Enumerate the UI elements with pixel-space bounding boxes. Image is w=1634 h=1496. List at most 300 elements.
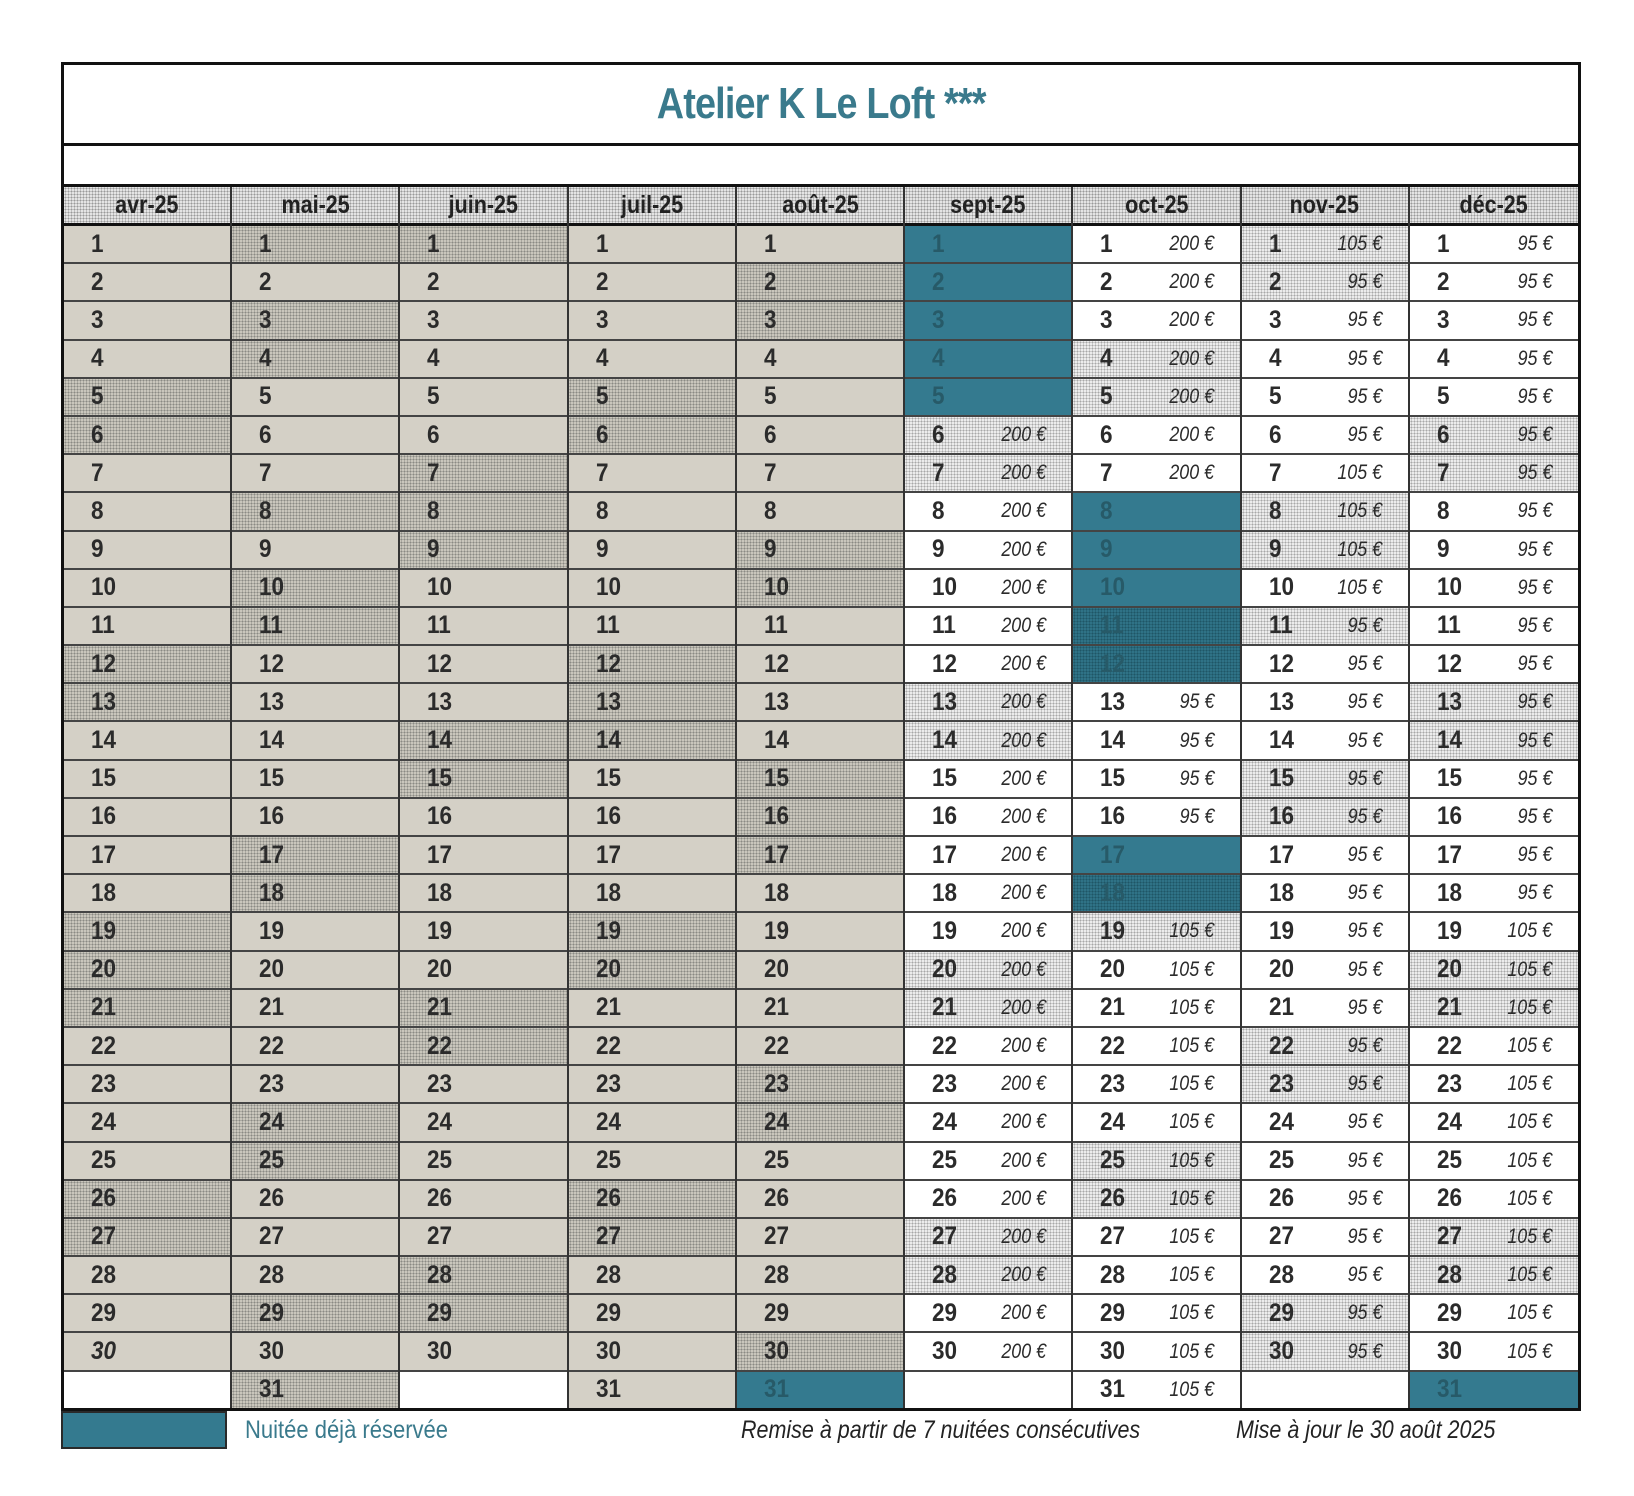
day-cell[interactable] [1073, 1219, 1239, 1257]
day-cell[interactable] [1073, 264, 1239, 302]
day-cell[interactable] [905, 493, 1071, 531]
day-cell[interactable] [400, 913, 566, 951]
day-cell[interactable] [905, 952, 1071, 990]
day-cell[interactable] [905, 799, 1071, 837]
night-price: 95 € [1347, 1148, 1383, 1172]
day-cell[interactable] [64, 1333, 230, 1371]
day-cell[interactable] [400, 264, 566, 302]
day-cell[interactable] [64, 1181, 230, 1219]
day-cell[interactable] [569, 875, 735, 913]
day-cell[interactable] [1242, 1104, 1408, 1142]
day-cell[interactable] [232, 1257, 398, 1295]
day-cell[interactable] [1242, 608, 1408, 646]
day-cell[interactable] [400, 1257, 566, 1295]
day-cell[interactable] [1242, 837, 1408, 875]
day-cell[interactable] [64, 799, 230, 837]
day-cell[interactable] [232, 264, 398, 302]
day-cell[interactable] [400, 493, 566, 531]
day-cell[interactable] [64, 913, 230, 951]
day-cell[interactable] [905, 1104, 1071, 1142]
day-cell[interactable] [64, 1257, 230, 1295]
day-cell[interactable] [1073, 952, 1239, 990]
day-cell[interactable] [905, 837, 1071, 875]
day-cell[interactable] [1410, 837, 1578, 875]
day-cell[interactable] [232, 570, 398, 608]
day-cell[interactable] [232, 608, 398, 646]
day-cell[interactable] [64, 1143, 230, 1181]
day-cell-booked[interactable] [905, 341, 1071, 379]
day-cell[interactable] [1073, 455, 1239, 493]
day-cell[interactable] [569, 990, 735, 1028]
day-cell[interactable] [64, 455, 230, 493]
day-cell[interactable] [1073, 417, 1239, 455]
day-cell[interactable] [569, 799, 735, 837]
day-cell[interactable] [400, 608, 566, 646]
day-cell[interactable] [1073, 1066, 1239, 1104]
night-price: 95 € [1347, 1034, 1383, 1058]
day-cell[interactable] [232, 379, 398, 417]
day-cell[interactable] [569, 1372, 735, 1408]
day-cell[interactable] [737, 761, 903, 799]
day-cell[interactable] [64, 264, 230, 302]
day-cell[interactable] [905, 532, 1071, 570]
night-price: 105 € [1507, 1263, 1553, 1287]
day-cell[interactable] [1242, 799, 1408, 837]
day-cell[interactable] [1242, 1257, 1408, 1295]
day-cell[interactable] [737, 1181, 903, 1219]
day-cell[interactable] [400, 379, 566, 417]
day-number: 20 [427, 955, 453, 984]
day-cell-booked[interactable] [905, 226, 1071, 264]
day-cell[interactable] [400, 226, 566, 264]
day-cell[interactable] [905, 455, 1071, 493]
day-cell[interactable] [1410, 532, 1578, 570]
day-cell[interactable] [232, 1333, 398, 1371]
day-number: 28 [763, 1260, 789, 1289]
day-cell[interactable] [1410, 379, 1578, 417]
day-cell[interactable] [400, 1295, 566, 1333]
day-cell[interactable] [64, 493, 230, 531]
day-cell[interactable] [737, 1028, 903, 1066]
day-cell[interactable] [64, 417, 230, 455]
day-cell[interactable] [737, 1295, 903, 1333]
day-cell[interactable] [1073, 379, 1239, 417]
day-cell[interactable] [905, 1181, 1071, 1219]
day-cell[interactable] [1073, 722, 1239, 760]
day-cell[interactable] [400, 837, 566, 875]
day-cell[interactable] [569, 264, 735, 302]
day-cell[interactable] [1242, 1028, 1408, 1066]
day-cell[interactable] [1242, 493, 1408, 531]
day-cell[interactable] [1410, 646, 1578, 684]
day-cell[interactable] [64, 1028, 230, 1066]
day-cell[interactable] [905, 875, 1071, 913]
day-cell[interactable] [737, 264, 903, 302]
day-cell[interactable] [1242, 875, 1408, 913]
day-cell[interactable] [569, 1104, 735, 1142]
day-cell[interactable] [1073, 684, 1239, 722]
day-cell[interactable] [737, 875, 903, 913]
day-cell[interactable] [1073, 302, 1239, 340]
day-cell[interactable] [905, 1028, 1071, 1066]
day-cell[interactable] [1410, 1219, 1578, 1257]
day-cell[interactable] [569, 1295, 735, 1333]
day-cell[interactable] [1073, 1143, 1239, 1181]
day-cell[interactable] [64, 532, 230, 570]
day-cell[interactable] [64, 1295, 230, 1333]
day-cell[interactable] [1410, 570, 1578, 608]
day-cell[interactable] [1410, 1295, 1578, 1333]
day-cell[interactable] [905, 417, 1071, 455]
day-cell[interactable] [232, 1143, 398, 1181]
day-number: 17 [91, 840, 117, 869]
day-cell[interactable] [1073, 1104, 1239, 1142]
day-cell[interactable] [1410, 493, 1578, 531]
day-cell[interactable] [232, 1295, 398, 1333]
day-cell[interactable] [400, 1028, 566, 1066]
day-cell[interactable] [400, 570, 566, 608]
day-cell[interactable] [1242, 455, 1408, 493]
day-cell[interactable] [1073, 341, 1239, 379]
day-cell-booked[interactable] [1073, 493, 1239, 531]
day-cell[interactable] [569, 226, 735, 264]
day-cell[interactable] [232, 1372, 398, 1408]
day-cell[interactable] [737, 379, 903, 417]
day-cell[interactable] [905, 1257, 1071, 1295]
day-cell[interactable] [64, 761, 230, 799]
day-cell[interactable] [1073, 1181, 1239, 1219]
day-cell[interactable] [400, 722, 566, 760]
day-cell[interactable] [737, 493, 903, 531]
day-cell[interactable] [905, 1333, 1071, 1371]
day-cell[interactable] [1410, 1143, 1578, 1181]
day-cell[interactable] [400, 455, 566, 493]
day-cell[interactable] [232, 302, 398, 340]
day-cell[interactable] [64, 837, 230, 875]
day-cell[interactable] [1242, 1143, 1408, 1181]
day-cell[interactable] [1073, 1333, 1239, 1371]
day-cell[interactable] [737, 341, 903, 379]
day-cell[interactable] [569, 532, 735, 570]
day-cell[interactable] [1242, 722, 1408, 760]
day-number: 6 [595, 420, 609, 449]
day-cell[interactable] [1410, 455, 1578, 493]
day-cell[interactable] [1410, 341, 1578, 379]
day-cell[interactable] [737, 226, 903, 264]
day-cell[interactable] [737, 1333, 903, 1371]
day-cell[interactable] [400, 302, 566, 340]
day-cell[interactable] [1410, 722, 1578, 760]
night-price: 200 € [1001, 804, 1046, 828]
day-cell[interactable] [400, 532, 566, 570]
day-cell[interactable] [400, 1333, 566, 1371]
day-cell[interactable] [1073, 913, 1239, 951]
day-cell[interactable] [905, 646, 1071, 684]
day-cell[interactable] [1410, 990, 1578, 1028]
day-cell[interactable] [1073, 761, 1239, 799]
day-cell[interactable] [232, 913, 398, 951]
day-cell[interactable] [232, 341, 398, 379]
day-cell[interactable] [1410, 608, 1578, 646]
day-cell[interactable] [1242, 226, 1408, 264]
day-cell[interactable] [569, 913, 735, 951]
day-cell[interactable] [569, 1028, 735, 1066]
day-cell[interactable] [400, 875, 566, 913]
day-cell[interactable] [1242, 570, 1408, 608]
day-cell[interactable] [1073, 226, 1239, 264]
day-cell[interactable] [569, 1219, 735, 1257]
day-cell[interactable] [1073, 1372, 1239, 1408]
day-cell[interactable] [737, 952, 903, 990]
day-cell[interactable] [569, 1181, 735, 1219]
day-cell[interactable] [905, 722, 1071, 760]
day-cell[interactable] [905, 608, 1071, 646]
day-cell[interactable] [1242, 302, 1408, 340]
day-cell[interactable] [1242, 532, 1408, 570]
day-cell[interactable] [569, 684, 735, 722]
day-cell[interactable] [232, 952, 398, 990]
day-cell[interactable] [905, 1295, 1071, 1333]
day-cell[interactable] [1242, 1295, 1408, 1333]
night-price: 200 € [1001, 1110, 1046, 1134]
day-cell[interactable] [400, 1181, 566, 1219]
day-cell[interactable] [232, 875, 398, 913]
day-cell[interactable] [1242, 379, 1408, 417]
day-cell[interactable] [1242, 1219, 1408, 1257]
day-cell[interactable] [1410, 952, 1578, 990]
day-cell[interactable] [64, 226, 230, 264]
day-cell[interactable] [400, 990, 566, 1028]
day-cell[interactable] [569, 1257, 735, 1295]
day-cell[interactable] [1410, 1257, 1578, 1295]
day-cell[interactable] [737, 1066, 903, 1104]
day-number: 5 [91, 382, 104, 411]
day-cell[interactable] [1242, 1066, 1408, 1104]
day-cell[interactable] [400, 684, 566, 722]
day-cell[interactable] [737, 722, 903, 760]
day-cell[interactable] [905, 1066, 1071, 1104]
day-cell[interactable] [569, 1066, 735, 1104]
day-cell[interactable] [737, 1219, 903, 1257]
day-cell[interactable] [1410, 1104, 1578, 1142]
day-number: 9 [932, 535, 945, 564]
day-cell[interactable] [1073, 990, 1239, 1028]
day-cell[interactable] [569, 455, 735, 493]
day-cell[interactable] [1410, 1028, 1578, 1066]
day-cell[interactable] [569, 570, 735, 608]
day-cell[interactable] [1410, 684, 1578, 722]
day-cell-booked[interactable] [1073, 875, 1239, 913]
day-cell[interactable] [232, 1219, 398, 1257]
day-cell[interactable] [232, 493, 398, 531]
day-cell[interactable] [1073, 1257, 1239, 1295]
day-cell[interactable] [232, 646, 398, 684]
day-cell[interactable] [1242, 341, 1408, 379]
day-cell[interactable] [400, 1066, 566, 1104]
day-cell[interactable] [1242, 417, 1408, 455]
day-number: 30 [932, 1337, 958, 1366]
day-cell[interactable] [569, 646, 735, 684]
day-cell[interactable] [1242, 684, 1408, 722]
day-cell[interactable] [232, 226, 398, 264]
day-cell[interactable] [232, 1028, 398, 1066]
day-number: 21 [1436, 993, 1462, 1022]
day-cell[interactable] [569, 1333, 735, 1371]
day-cell[interactable] [232, 722, 398, 760]
day-cell-booked[interactable] [1073, 837, 1239, 875]
day-cell[interactable] [232, 455, 398, 493]
day-cell[interactable] [737, 1104, 903, 1142]
day-cell[interactable] [737, 837, 903, 875]
day-cell[interactable] [1410, 302, 1578, 340]
day-cell[interactable] [737, 913, 903, 951]
day-cell[interactable] [737, 302, 903, 340]
day-cell[interactable] [737, 455, 903, 493]
day-cell[interactable] [1242, 913, 1408, 951]
day-cell[interactable] [400, 1143, 566, 1181]
day-cell[interactable] [64, 608, 230, 646]
day-cell[interactable] [64, 379, 230, 417]
day-cell[interactable] [232, 1104, 398, 1142]
day-cell[interactable] [737, 608, 903, 646]
day-cell[interactable] [569, 837, 735, 875]
day-cell[interactable] [905, 990, 1071, 1028]
day-cell[interactable] [569, 341, 735, 379]
day-cell-booked[interactable] [1073, 570, 1239, 608]
day-cell[interactable] [1242, 264, 1408, 302]
day-cell[interactable] [737, 1143, 903, 1181]
day-number: 11 [932, 611, 956, 640]
day-cell[interactable] [1410, 799, 1578, 837]
day-cell[interactable] [400, 1104, 566, 1142]
day-cell[interactable] [569, 302, 735, 340]
day-cell[interactable] [905, 761, 1071, 799]
day-cell[interactable] [1410, 264, 1578, 302]
day-cell[interactable] [905, 1143, 1071, 1181]
day-cell-booked[interactable] [905, 302, 1071, 340]
day-cell[interactable] [737, 570, 903, 608]
night-price: 95 € [1347, 843, 1383, 867]
night-price: 200 € [1001, 499, 1046, 523]
day-cell-booked[interactable] [1073, 646, 1239, 684]
day-cell[interactable] [400, 417, 566, 455]
day-cell[interactable] [64, 570, 230, 608]
day-cell-booked[interactable] [737, 1372, 903, 1408]
day-cell[interactable] [569, 722, 735, 760]
day-cell-booked[interactable] [905, 264, 1071, 302]
day-number: 30 [1100, 1337, 1126, 1366]
day-cell[interactable] [64, 875, 230, 913]
day-cell[interactable] [232, 990, 398, 1028]
day-cell[interactable] [569, 1143, 735, 1181]
day-cell[interactable] [1410, 1066, 1578, 1104]
day-cell[interactable] [737, 532, 903, 570]
day-cell[interactable] [64, 722, 230, 760]
day-cell[interactable] [400, 952, 566, 990]
day-cell[interactable] [232, 417, 398, 455]
day-number: 4 [1268, 344, 1282, 373]
day-cell[interactable] [905, 570, 1071, 608]
month-header [569, 187, 735, 226]
day-cell[interactable] [737, 684, 903, 722]
day-cell[interactable] [569, 417, 735, 455]
day-cell[interactable] [1410, 1333, 1578, 1371]
night-price: 200 € [1169, 384, 1215, 408]
day-number: 27 [595, 1222, 621, 1251]
day-number: 5 [763, 382, 777, 411]
day-cell[interactable] [569, 761, 735, 799]
day-cell[interactable] [64, 341, 230, 379]
day-cell[interactable] [1073, 1028, 1239, 1066]
day-cell[interactable] [232, 837, 398, 875]
day-cell[interactable] [1242, 646, 1408, 684]
day-cell[interactable] [232, 799, 398, 837]
day-cell[interactable] [400, 799, 566, 837]
day-cell[interactable] [232, 1066, 398, 1104]
day-cell[interactable] [737, 646, 903, 684]
day-cell[interactable] [737, 799, 903, 837]
day-cell-booked[interactable] [905, 379, 1071, 417]
day-cell[interactable] [1073, 1295, 1239, 1333]
day-cell[interactable] [1410, 761, 1578, 799]
day-cell[interactable] [569, 608, 735, 646]
day-cell[interactable] [64, 684, 230, 722]
day-cell[interactable] [64, 1219, 230, 1257]
day-cell-booked[interactable] [1410, 1372, 1578, 1408]
day-cell[interactable] [1242, 952, 1408, 990]
day-cell[interactable] [569, 379, 735, 417]
day-number: 11 [91, 611, 115, 640]
day-cell[interactable] [1242, 761, 1408, 799]
day-cell[interactable] [569, 493, 735, 531]
day-cell[interactable] [737, 417, 903, 455]
day-cell[interactable] [1410, 417, 1578, 455]
day-cell[interactable] [232, 532, 398, 570]
day-cell[interactable] [400, 646, 566, 684]
day-cell[interactable] [1242, 990, 1408, 1028]
day-cell[interactable] [64, 1066, 230, 1104]
day-cell[interactable] [1410, 913, 1578, 951]
day-cell[interactable] [64, 1104, 230, 1142]
day-cell[interactable] [1242, 1333, 1408, 1371]
day-cell[interactable] [1410, 226, 1578, 264]
day-cell[interactable] [64, 646, 230, 684]
day-cell[interactable] [1073, 799, 1239, 837]
day-cell[interactable] [737, 1257, 903, 1295]
day-cell[interactable] [905, 1219, 1071, 1257]
day-cell[interactable] [400, 1219, 566, 1257]
day-cell[interactable] [905, 913, 1071, 951]
day-cell[interactable] [232, 684, 398, 722]
day-cell[interactable] [1242, 1181, 1408, 1219]
day-cell[interactable] [64, 302, 230, 340]
day-cell-booked[interactable] [1073, 608, 1239, 646]
day-cell[interactable] [905, 684, 1071, 722]
day-cell[interactable] [1410, 1181, 1578, 1219]
day-number: 10 [91, 573, 117, 602]
day-cell[interactable] [400, 341, 566, 379]
day-cell[interactable] [737, 990, 903, 1028]
day-cell[interactable] [1410, 875, 1578, 913]
day-cell[interactable] [569, 952, 735, 990]
day-cell-booked[interactable] [1073, 532, 1239, 570]
night-price: 95 € [1347, 346, 1383, 370]
day-cell[interactable] [400, 761, 566, 799]
day-cell[interactable] [64, 990, 230, 1028]
day-cell[interactable] [232, 761, 398, 799]
day-cell[interactable] [64, 952, 230, 990]
day-cell[interactable] [232, 1181, 398, 1219]
